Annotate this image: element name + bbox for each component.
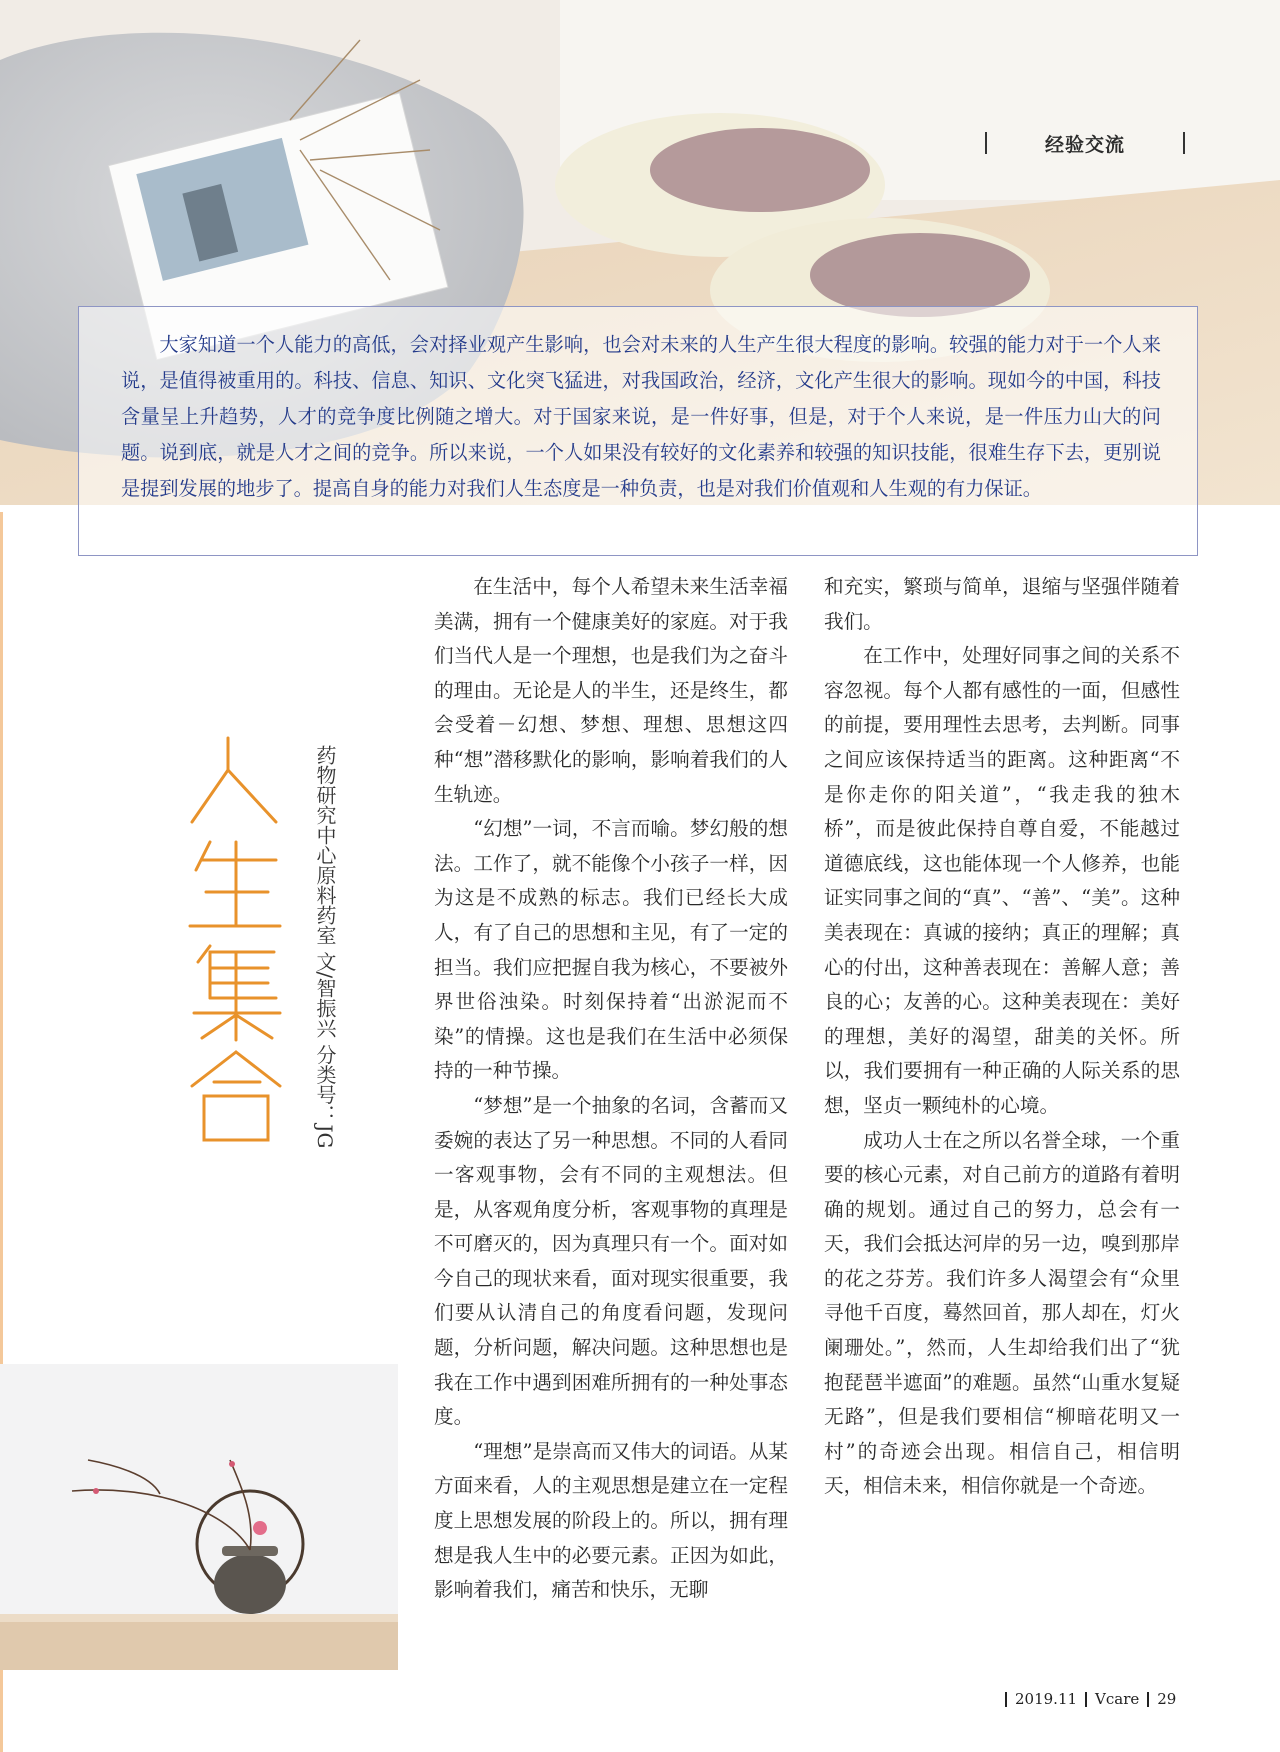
section-tag-divider-left [985, 132, 987, 154]
paragraph: 在工作中，处理好同事之间的关系不容忽视。每个人都有感性的一面，但感性的前提，要用理性去思考，去判断。同事之间应该保持适当的距离。这种距离“不是你走你的阳关道”，“我走我的独木桥”，而是彼此保持自尊自爱，不能越过道德底线，这也能体现一个人修养，也能证实同事之间的“真”、“善”、“美”。这种美表现在：真诚的接纳；真正的理解；真心的付出，这种善表现在：善解人意；善良的心；友善的心。这种美表现在：美好的理想，美好的渴望，甜美的关怀。所以，我们要拥有一种正确的人际关系的思想，坚贞一颗纯朴的心境。 [824, 644, 1180, 1117]
article-title [180, 730, 290, 1150]
page-footer [1005, 1687, 1176, 1711]
intro-box [78, 306, 1198, 556]
issue-date: 2019.11 [1015, 1690, 1078, 1708]
footer-divider [1147, 1692, 1149, 1707]
paragraph: 在生活中，每个人希望未来生活幸福美满，拥有一个健康美好的家庭。对于我们当代人是一个理想，也是我们为之奋斗的理由。无论是人的半生，还是终生，都会受着－幻想、梦想、理想、思想这四种“想”潜移默化的影响，影响着我们的人生轨迹。 [434, 575, 788, 806]
body-column-1 [434, 570, 788, 1608]
section-tag-divider-right [1183, 132, 1185, 154]
paragraph: “幻想”一词，不言而喻。梦幻般的想法。工作了，就不能像个小孩子一样，因为这是不成熟的标志。我们已经长大成人，有了自己的思想和主见，有了一定的担当。我们应把握自我为核心，不要被外界世俗浊染。时刻保持着“出淤泥而不染”的情操。这也是我们在生活中必须保持的一种节操。 [434, 817, 788, 1083]
paragraph: “梦想”是一个抽象的名词，含蓄而又委婉的表达了另一种思想。不同的人看同一客观事物，会有不同的主观想法。但是，从客观角度分析，客观事物的真理是不可磨灭的，因为真理只有一个。面对如今自己的现状来看，面对现实很重要，我们要从认清自己的角度看问题，发现问题，分析问题，解决问题。这种思想也是我在工作中遇到困难所拥有的一种处事态度。 [434, 1093, 788, 1429]
section-tag [985, 128, 1185, 158]
article-title-lettering [180, 730, 290, 1150]
paragraph: 和充实，繁琐与简单，退缩与坚强伴随着我们。 [824, 575, 1180, 633]
footer-divider [1085, 1692, 1087, 1707]
vase-photo [0, 1364, 398, 1670]
vase-photo-illustration [0, 1364, 398, 1670]
page-number: 29 [1157, 1690, 1177, 1708]
intro-text: 大家知道一个人能力的高低，会对择业观产生影响，也会对未来的人生产生很大程度的影响。较强的能力对于一个人来说，是值得被重用的。科技、信息、知识、文化突飞猛进，对我国政治，经济，文化产生很大的影响。现如今的中国，科技含量呈上升趋势，人才的竞争度比例随之增大。对于国家来说，是一件好事，但是，对于个人来说，是一件压力山大的问题。说到底，就是人才之间的竞争。所以来说，一个人如果没有较好的文化素养和较强的知识技能，很难生存下去，更别说是提到发展的地步了。提高自身的能力对我们人生态度是一种负责，也是对我们价值观和人生观的有力保证。 [121, 333, 1161, 500]
paragraph: “理想”是崇高而又伟大的词语。从某方面来看，人的主观思想是建立在一定程度上思想发展的阶段上的。所以，拥有理想是我人生中的必要元素。正因为如此，影响着我们，痛苦和快乐，无聊 [434, 1439, 788, 1602]
footer-divider [1005, 1692, 1007, 1707]
magazine-name: Vcare [1095, 1690, 1140, 1708]
section-tag-label: 经验交流 [1044, 133, 1125, 156]
body-column-2 [824, 570, 1180, 1504]
byline: 药物研究中心原料药室 文/智振兴 分类号：JG [313, 745, 337, 1149]
paragraph: 成功人士在之所以名誉全球，一个重要的核心元素，对自己前方的道路有着明确的规划。通过自己的努力，总会有一天，我们会抵达河岸的另一边，嗅到那岸的花之芬芳。我们许多人渴望会有“众里寻他千百度，蓦然回首，那人却在，灯火阑珊处。”，然而，人生却给我们出了“犹抱琵琶半遮面”的难题。虽然“山重水复疑无路”，但是我们要相信“柳暗花明又一村”的奇迹会出现。相信自己，相信明天，相信未来，相信你就是一个奇迹。 [824, 1128, 1180, 1498]
